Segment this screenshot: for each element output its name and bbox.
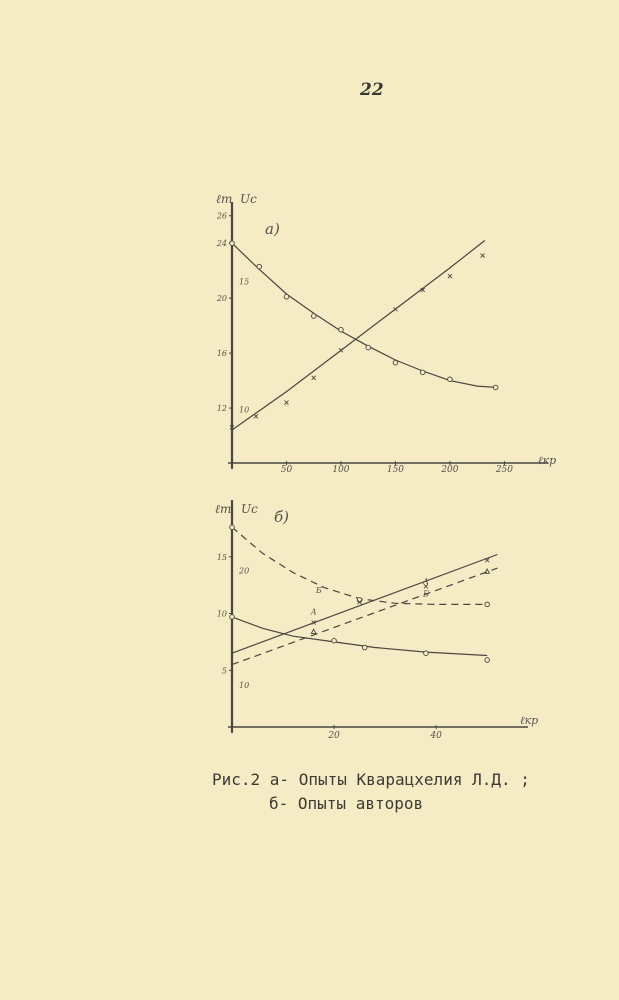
data-point — [254, 414, 258, 418]
data-point — [230, 525, 235, 530]
annotation-label: Б — [315, 586, 322, 596]
y-tick-label: 10 — [216, 609, 227, 619]
data-point — [230, 615, 235, 620]
y-axis-label-left: ℓт — [215, 502, 232, 516]
caption-line-b: б- Опыты авторов — [269, 794, 424, 813]
series-line-0 — [232, 527, 487, 604]
y-axis-label-left: ℓт — [216, 192, 233, 206]
panel-label: а) — [265, 220, 280, 238]
series-line-0 — [232, 243, 496, 387]
annotation-label: Б — [422, 589, 429, 599]
x-tick-label: 50 — [280, 465, 293, 475]
y-tick-label: 26 — [216, 211, 227, 221]
y-tick-label: 20 — [216, 294, 227, 304]
annotation-label: А — [310, 607, 317, 617]
y-axis-label-right: Uс — [241, 502, 258, 516]
data-point — [339, 327, 344, 332]
y-tick-label-inner: 15 — [239, 277, 250, 287]
y-axis-label-right: Uс — [240, 192, 257, 206]
y-tick-label-inner: 20 — [239, 566, 250, 576]
x-tick-label: 150 — [386, 465, 405, 475]
chart-panel-a — [216, 192, 556, 475]
caption-line-a: Рис.2 а- Опыты Кварацхелия Л.Д. ; — [212, 770, 530, 789]
figure-caption — [212, 768, 530, 816]
data-point — [230, 241, 235, 246]
x-tick-label: 250 — [495, 465, 514, 475]
data-point — [357, 598, 362, 603]
data-point — [366, 345, 371, 350]
y-tick-label-inner: 10 — [239, 405, 250, 415]
y-tick-label-inner: 10 — [239, 681, 250, 691]
data-point — [393, 360, 398, 365]
annotation-label: А — [422, 576, 429, 586]
data-point — [481, 254, 485, 258]
data-point — [362, 645, 367, 650]
data-point — [332, 638, 337, 643]
y-tick-label: 12 — [216, 404, 227, 414]
chart-panel-b — [215, 500, 538, 741]
data-point — [393, 307, 397, 311]
panel-label: б) — [274, 508, 290, 526]
data-point — [312, 376, 316, 380]
y-tick-label: 16 — [216, 349, 227, 359]
x-axis-label: ℓкр — [520, 714, 539, 727]
y-tick-label: 24 — [216, 239, 227, 249]
x-tick-label: 200 — [441, 465, 459, 475]
page-number: 22 — [360, 80, 384, 100]
data-point — [420, 370, 425, 375]
data-point — [448, 377, 453, 382]
y-tick-label: 15 — [216, 552, 227, 562]
data-point — [284, 401, 288, 405]
data-point — [485, 602, 490, 607]
x-tick-label: 20 — [328, 731, 340, 741]
x-tick-label: 40 — [430, 731, 442, 741]
data-point — [485, 658, 490, 663]
data-point — [493, 385, 498, 390]
y-tick-label: 5 — [221, 666, 227, 676]
data-point — [424, 651, 429, 656]
series-line-1 — [232, 241, 485, 431]
data-point — [339, 348, 343, 352]
data-point — [257, 264, 262, 269]
data-point — [311, 629, 316, 633]
data-point — [311, 314, 316, 319]
series-line-1 — [232, 617, 487, 656]
x-tick-label: 100 — [332, 465, 350, 475]
data-point — [448, 274, 452, 278]
data-point — [284, 294, 289, 299]
x-axis-label: ℓкр — [538, 454, 557, 467]
data-point — [485, 569, 490, 573]
